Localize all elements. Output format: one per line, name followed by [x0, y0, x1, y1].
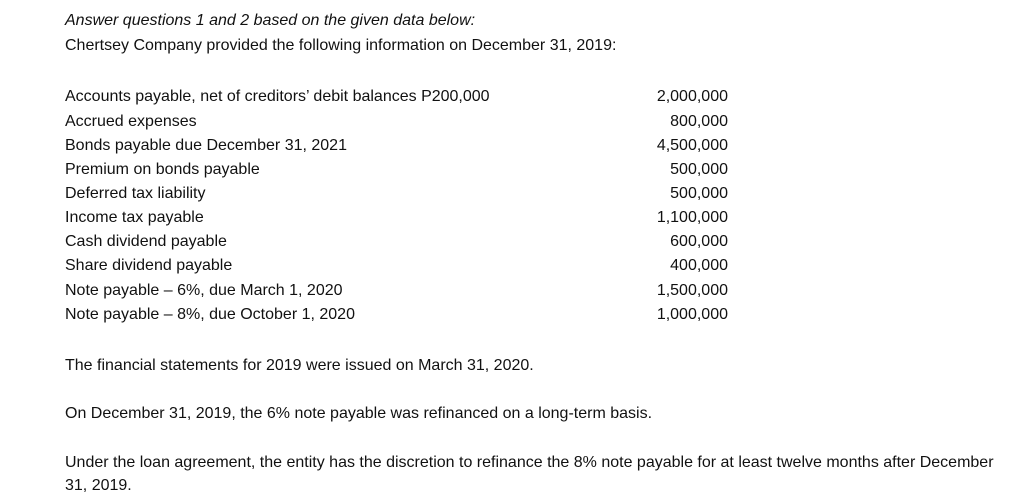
item-amount: 1,000,000 [656, 306, 728, 323]
item-label: Accrued expenses [65, 113, 197, 130]
issued-note: The financial statements for 2019 were issued on March 31, 2020. [65, 357, 534, 374]
item-amount: 1,500,000 [656, 282, 728, 299]
item-label: Share dividend payable [65, 257, 233, 274]
item-amount: 500,000 [670, 185, 728, 202]
item-label: Accounts payable, net of creditors’ debit balances P200,000 [65, 88, 490, 105]
item-amount: 400,000 [670, 257, 728, 274]
intro-text: Chertsey Company provided the following information on December 31, 2019: [65, 37, 617, 54]
loan-agreement-note: Under the loan agreement, the entity has the discretion to refinance the 8% note payable for at least twelve months after December 31, 2019. [65, 454, 994, 494]
item-label: Cash dividend payable [65, 233, 227, 250]
item-amount: 2,000,000 [656, 88, 728, 105]
item-amount: 500,000 [670, 161, 728, 178]
item-label: Note payable – 6%, due March 1, 2020 [65, 282, 343, 299]
item-amount: 1,100,000 [656, 209, 728, 226]
item-amount: 4,500,000 [656, 137, 728, 154]
item-label: Deferred tax liability [65, 185, 206, 202]
item-label: Premium on bonds payable [65, 161, 260, 178]
item-amount: 600,000 [670, 233, 728, 250]
instruction-text: Answer questions 1 and 2 based on the given data below: [65, 12, 476, 29]
item-label: Bonds payable due December 31, 2021 [65, 137, 347, 154]
refinanced-note: On December 31, 2019, the 6% note payable was refinanced on a long-term basis. [65, 405, 653, 422]
item-label: Income tax payable [65, 209, 204, 226]
item-amount: 800,000 [670, 113, 728, 130]
item-label: Note payable – 8%, due October 1, 2020 [65, 306, 355, 323]
